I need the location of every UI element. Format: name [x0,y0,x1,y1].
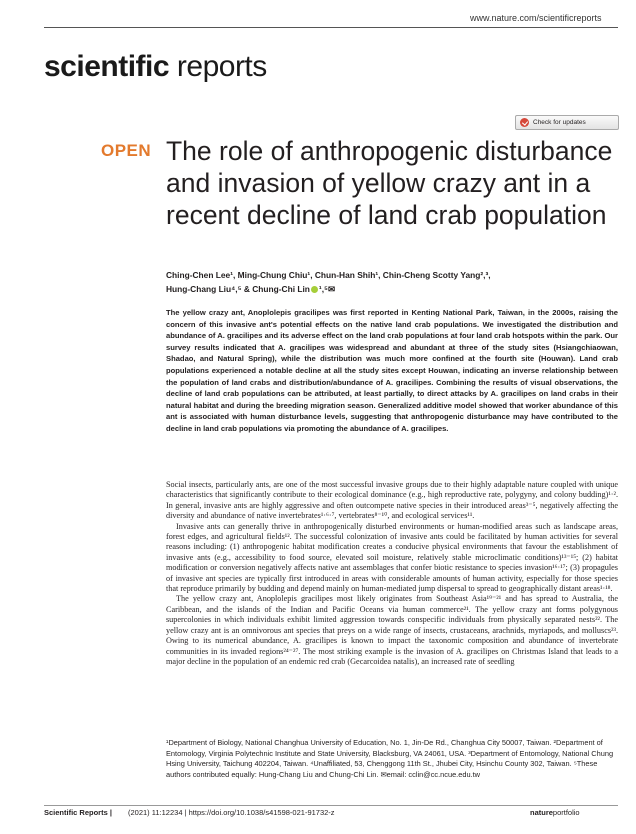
journal-name-bold: scientific [44,50,170,83]
publisher-logo [530,808,580,817]
footer-citation-doi[interactable]: (2021) 11:12234 | https://doi.org/10.1038/s41598-021-91732-z [128,808,335,817]
orcid-icon[interactable] [311,286,318,293]
authors-line-2-text: Hung-Chang Liu⁴,⁵ & Chung-Chi Lin [166,284,310,294]
main-text [166,480,618,667]
publisher-bold: nature [530,808,553,817]
header-rule [44,27,618,28]
authors-line-2 [166,282,616,296]
affiliations-footnote: ¹Department of Biology, National Changhua University of Education, No. 1, Jin-De Rd., Changhua City 50007, Taiwan. ²Department of Entomology, Virginia Polytechnic Institute and State University, Blacksburg, VA 24061, USA. ³Department of Entomology, National Chung Hsing University, Taichung 402204, Taiwan. ⁴Unaffiliated, 53, Chenggong 11th St., Jhubei City, Hsinchu County 302, Taiwan. ⁵These authors contributed equally: Hung-Chang Liu and Chung-Chi Lin. ✉email: cclin@cc.ncue.edu.tw [166,738,614,779]
paragraph-3: The yellow crazy ant, Anoplolepis gracilipes most likely originates from Southeast Asia¹⁹⁻²¹ and has spread to Australia, the Caribbean, and the islands of the Indian and Pacific Oceans via human commerce²¹. The yellow crazy ant forms polygynous supercolonies in which individuals exhibit limited aggression towards conspecific individuals from physically separated nests²². The yellow crazy ant is an omnivorous ant species that preys on a wide range of insects, crustaceans, arachnids, myriapods, and molluscs²³. Owing to its numerical abundance, A. gracilipes is known to impact the taxonomic composition and abundance of invertebrate communities in its invaded regions²⁴⁻²⁷. The most striking example is the invasion of A. gracilipes on Christmas Island that leads to a major decline in the population of an endemic red crab (Gecarcoidea natalis), an increased rate of seedling [166,594,618,666]
journal-logo [44,50,267,84]
footer-rule [44,805,618,806]
authors-line-2-affiliation: ¹,⁵✉ [318,284,335,294]
abstract: The yellow crazy ant, Anoplolepis gracilipes was first reported in Kenting National Park, Taiwan, in the 2000s, raising the concern of this invasive ant's potential effects on the native land crab populations. We investigated the distribution and abundance of A. gracilipes and its adverse effect on the land crab populations at four land crab hotspots within the park. Our survey results indicated that A. gracilipes was widespread and abundant at three of the study sites (Hsiangchiaowan, Shadao, and Natural Spring), while the distribution was much more confined at the fourth site (Houwan). Land crab populations experienced a notable decline at all the study sites except Houwan, indicating an inverse relationship between the population of land crabs and distribution/abundance of A. gracilipes. Combining the results of visual observations, the decline of land crab populations can be attributed, at least partially, to direct attacks by A. gracilipes on land crabs in their natural habitat and during the breeding migration season. Generalized additive model showed that worker abundance of this ant is associated with human disturbance levels, suggesting that anthropogenic disturbance may have contributed to the decline in land crab populations via promoting the abundance of A. gracilipes. [166,308,618,433]
journal-name-regular: reports [169,50,267,83]
author-list [166,268,616,296]
check-for-updates-button[interactable] [515,115,619,130]
authors-line-1: Ching-Chen Lee¹, Ming-Chung Chiu¹, Chun-Han Shih¹, Chin-Cheng Scotty Yang²,³, [166,270,491,280]
check-updates-label: Check for updates [533,119,586,126]
footer-journal: Scientific Reports | [44,808,112,817]
article-title: The role of anthropogenic disturbance and invasion of yellow crazy ant in a recent decline of land crab population [166,136,613,230]
journal-url[interactable]: www.nature.com/scientificreports [470,13,602,23]
paragraph-2: Invasive ants can generally thrive in anthropogenically disturbed environments or human-modified areas such as landscape areas, forest edges, and agricultural fields¹². The successful colonization of invasive ants could be facilitated by human activities for several reasons including: (1) anthropogenic habitat modification creates a conducive physical environments that favour the establishment of invasive ants (e.g., accessibility to food source, elevated soil moisture, relatively stable microclimatic conditions)¹³⁻¹⁵; (2) habitat modification or conversion negatively affects native ant assemblages that confer biotic resistance to species invasion¹⁶·¹⁷; (3) propagules of invasive ant species are typically first introduced in areas with considerable amounts of human activity, especially for those species that reproduce primarily by budding and depend mainly on human-mediated jump dispersal to spread to geographically distant areas¹·¹⁸. [166,521,618,594]
paragraph-1: Social insects, particularly ants, are one of the most successful invasive groups due to their highly adaptable nature coupled with unique characteristics that significantly contribute to their ecological dominance (e.g., high reproductive rate, polygyny, and colony budding)¹·². In general, invasive ants are highly aggressive and often outcompete native species in their introduced areas³⁻⁵, negatively affecting the diversity and abundance of native invertebrates¹·⁶·⁷, vertebrates⁸⁻¹⁰, and ecological services¹¹. [166,480,618,521]
checkmark-icon [520,118,529,127]
publisher-regular: portfolio [552,808,580,817]
open-access-label: OPEN [101,141,152,160]
